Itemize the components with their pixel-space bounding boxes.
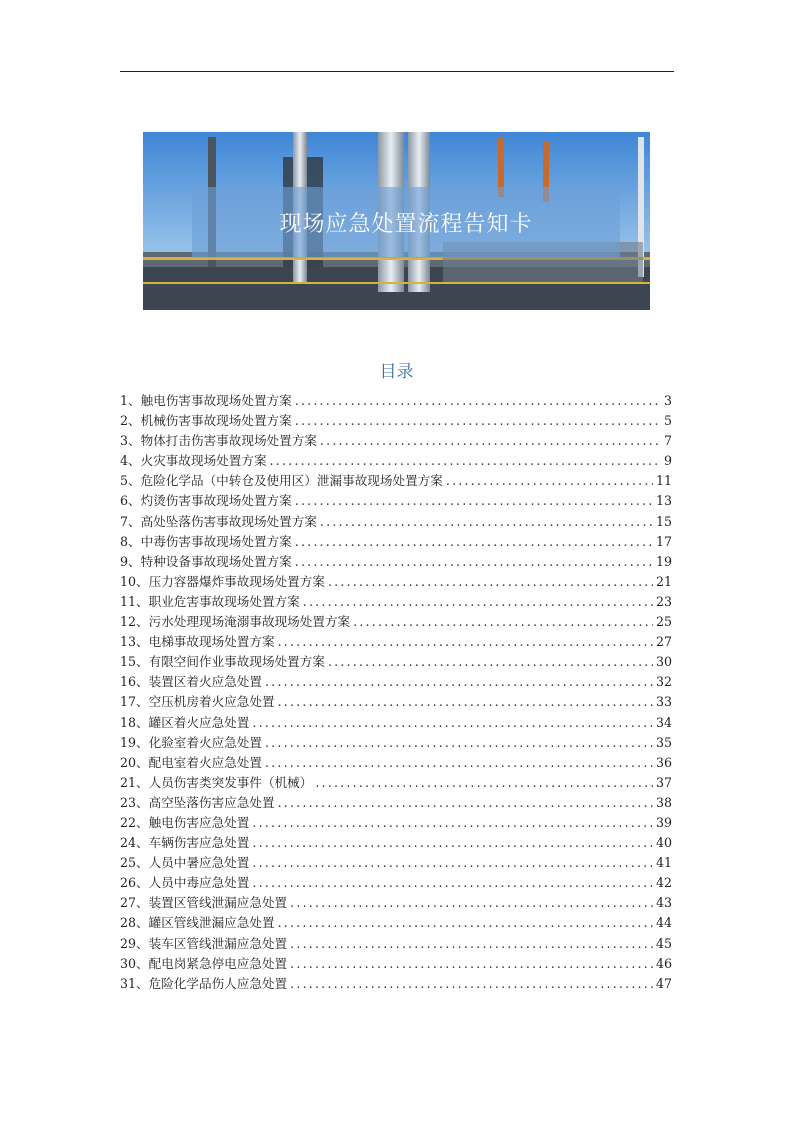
- toc-entry[interactable]: [120, 732, 672, 752]
- toc-entry-page: 13: [655, 493, 672, 509]
- toc-entry-label: 4、火灾事故现场处置方案: [120, 453, 267, 469]
- dot-leader: [265, 674, 653, 689]
- dot-leader: [270, 453, 661, 468]
- toc-entry[interactable]: [120, 450, 672, 470]
- toc-entry-label: 25、人员中暑应急处置: [120, 855, 250, 871]
- toc-entry-label: 12、污水处理现场淹溺事故现场处置方案: [120, 614, 351, 630]
- dot-leader: [265, 755, 653, 770]
- toc-entry[interactable]: [120, 490, 672, 510]
- toc-entry-label: 17、空压机房着火应急处置: [120, 694, 275, 710]
- toc-entry-page: 33: [655, 694, 672, 710]
- toc-entry-page: 19: [655, 553, 672, 569]
- toc-entry-label: 19、化验室着火应急处置: [120, 734, 262, 750]
- dot-leader: [295, 493, 653, 508]
- toc-entry-label: 29、装车区管线泄漏应急处置: [120, 935, 288, 951]
- toc-entry-label: 28、罐区管线泄漏应急处置: [120, 915, 275, 931]
- toc-entry[interactable]: [120, 430, 672, 450]
- toc-entry-label: 20、配电室着火应急处置: [120, 754, 262, 770]
- toc-entry-page: 21: [655, 573, 672, 589]
- dot-leader: [252, 715, 653, 730]
- toc-entry[interactable]: [120, 912, 672, 932]
- toc-entry-label: 15、有限空间作业事故现场处置方案: [120, 654, 325, 670]
- banner-title: 现场应急处置流程告知卡: [279, 212, 533, 237]
- toc-entry-page: 7: [663, 433, 672, 449]
- dot-leader: [278, 795, 653, 810]
- toc-entry-label: 24、车辆伤害应急处置: [120, 835, 250, 851]
- dot-leader: [290, 956, 653, 971]
- toc-entry-label: 6、灼烫伤害事故现场处置方案: [120, 493, 292, 509]
- toc-entry-label: 2、机械伤害事故现场处置方案: [120, 413, 292, 429]
- toc-entry[interactable]: [120, 712, 672, 732]
- toc-entry-page: 39: [655, 814, 672, 830]
- toc-entry[interactable]: [120, 772, 672, 792]
- toc-entry-page: 3: [663, 393, 672, 408]
- toc-entry[interactable]: [120, 752, 672, 772]
- toc-entry[interactable]: [120, 410, 672, 430]
- toc-entry-label: 31、危险化学品伤人应急处置: [120, 975, 288, 991]
- toc-entry[interactable]: [120, 812, 672, 832]
- dot-leader: [252, 855, 653, 870]
- banner-title-band: [192, 187, 620, 258]
- toc-entry[interactable]: [120, 852, 672, 872]
- toc-entry-label: 18、罐区着火应急处置: [120, 714, 250, 730]
- dot-leader: [295, 413, 661, 428]
- toc-entry-page: 42: [655, 875, 672, 891]
- dot-leader: [290, 936, 653, 951]
- toc-entry-page: 37: [655, 774, 672, 790]
- toc-entry-page: 23: [655, 593, 672, 609]
- dot-leader: [303, 594, 653, 609]
- toc-entry-label: 30、配电岗紧急停电应急处置: [120, 955, 288, 971]
- toc-entry[interactable]: [120, 933, 672, 953]
- dot-leader: [290, 976, 653, 991]
- toc-entry[interactable]: [120, 551, 672, 571]
- dot-leader: [328, 654, 653, 669]
- toc-entry[interactable]: [120, 611, 672, 631]
- toc-entry-page: 36: [655, 754, 672, 770]
- toc-entry[interactable]: [120, 953, 672, 973]
- header-rule: [120, 71, 674, 72]
- dot-leader: [290, 895, 653, 910]
- dot-leader: [295, 534, 653, 549]
- toc-entry-label: 22、触电伤害应急处置: [120, 814, 250, 830]
- toc-entry[interactable]: [120, 571, 672, 591]
- toc-entry-page: 9: [663, 453, 672, 469]
- dot-leader: [295, 393, 661, 408]
- toc-entry[interactable]: [120, 591, 672, 611]
- toc-entry-label: 11、职业危害事故现场处置方案: [120, 593, 300, 609]
- dot-leader: [252, 815, 653, 830]
- toc-entry-page: 11: [655, 473, 672, 489]
- toc-entry-page: 47: [655, 975, 672, 991]
- toc-entry-label: 1、触电伤害事故现场处置方案: [120, 393, 292, 408]
- toc-entry-page: 40: [655, 835, 672, 851]
- toc-entry-page: 25: [655, 614, 672, 630]
- toc-entry-label: 21、人员伤害类突发事件（机械）: [120, 774, 313, 790]
- dot-leader: [315, 775, 653, 790]
- dot-leader: [328, 574, 653, 589]
- toc-entry[interactable]: [120, 511, 672, 531]
- toc-entry[interactable]: [120, 973, 672, 993]
- dot-leader: [278, 634, 653, 649]
- toc-entry[interactable]: [120, 832, 672, 852]
- toc-entry-label: 8、中毒伤害事故现场处置方案: [120, 533, 292, 549]
- toc-entry[interactable]: [120, 792, 672, 812]
- toc-entry-page: 43: [655, 895, 672, 911]
- toc-entry[interactable]: [120, 470, 672, 490]
- toc-entry-page: 27: [655, 634, 672, 650]
- dot-leader: [278, 694, 653, 709]
- toc-entry-page: 15: [655, 513, 672, 529]
- toc-entry[interactable]: [120, 531, 672, 551]
- toc-entry-page: 38: [655, 794, 672, 810]
- toc-entry-page: 46: [655, 955, 672, 971]
- toc-entry-label: 7、高处坠落伤害事故现场处置方案: [120, 513, 317, 529]
- dot-leader: [320, 433, 661, 448]
- toc-entry-page: 35: [655, 734, 672, 750]
- toc-entry[interactable]: [120, 671, 672, 691]
- toc-entry-label: 10、压力容器爆炸事故现场处置方案: [120, 573, 325, 589]
- table-of-contents: [120, 390, 672, 993]
- toc-entry-label: 23、高空坠落伤害应急处置: [120, 794, 275, 810]
- dot-leader: [278, 915, 653, 930]
- toc-entry-page: 30: [655, 654, 672, 670]
- dot-leader: [353, 614, 653, 629]
- toc-entry-page: 41: [655, 855, 672, 871]
- toc-entry-label: 26、人员中毒应急处置: [120, 875, 250, 891]
- dot-leader: [320, 514, 653, 529]
- toc-title: 目录: [379, 362, 414, 382]
- cover-banner-image: [143, 132, 650, 310]
- toc-entry-page: 32: [655, 674, 672, 690]
- dot-leader: [265, 735, 653, 750]
- dot-leader: [446, 473, 653, 488]
- toc-entry[interactable]: [120, 631, 672, 651]
- toc-entry-page: 5: [663, 413, 672, 429]
- toc-entry-page: 45: [655, 935, 672, 951]
- toc-entry-label: 3、物体打击伤害事故现场处置方案: [120, 433, 317, 449]
- toc-entry[interactable]: [120, 691, 672, 711]
- toc-entry[interactable]: [120, 892, 672, 912]
- toc-entry-label: 16、装置区着火应急处置: [120, 674, 262, 690]
- toc-entry-label: 13、电梯事故现场处置方案: [120, 634, 275, 650]
- toc-entry[interactable]: [120, 390, 672, 410]
- dot-leader: [295, 554, 653, 569]
- toc-entry-page: 17: [655, 533, 672, 549]
- toc-entry[interactable]: [120, 651, 672, 671]
- toc-entry[interactable]: [120, 872, 672, 892]
- dot-leader: [252, 835, 653, 850]
- dot-leader: [252, 875, 653, 890]
- toc-entry-page: 44: [655, 915, 672, 931]
- toc-entry-label: 27、装置区管线泄漏应急处置: [120, 895, 288, 911]
- toc-entry-label: 5、危险化学品（中转仓及使用区）泄漏事故现场处置方案: [120, 473, 443, 489]
- toc-entry-page: 34: [655, 714, 672, 730]
- toc-entry-label: 9、特种设备事故现场处置方案: [120, 553, 292, 569]
